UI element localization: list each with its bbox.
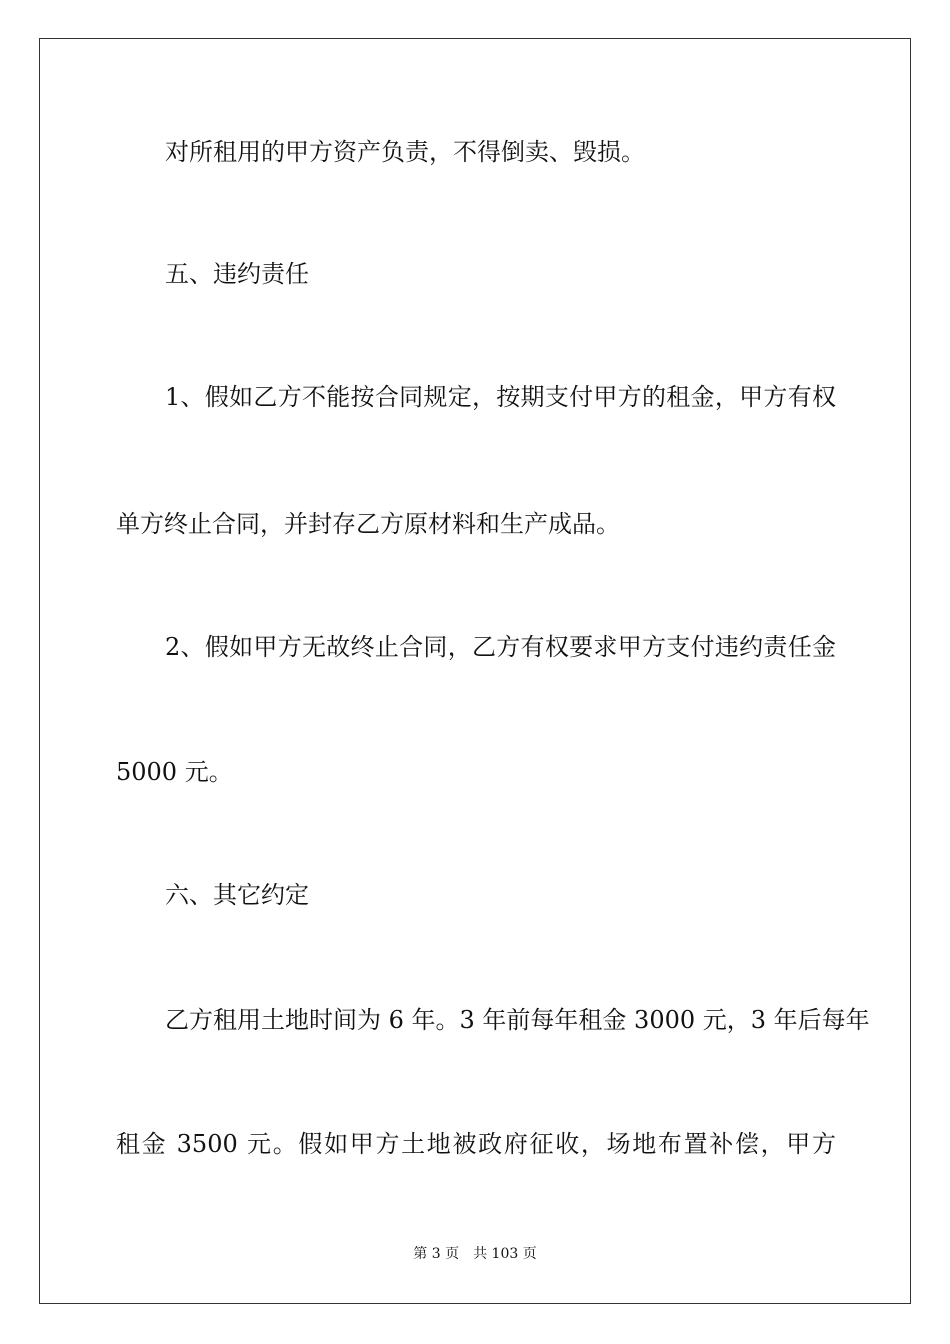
page-total: 共 103 页 [473,1246,537,1262]
paragraph-line-4: 单方终止合同，并封存乙方原材料和生产成品。 [116,510,620,538]
section-heading-other: 六、其它约定 [165,881,309,909]
page-footer [0,1244,950,1264]
section-heading-breach: 五、违约责任 [165,260,309,288]
paragraph-line-8: 乙方租用土地时间为 6 年。3 年前每年租金 3000 元，3 年后每年 [165,1006,870,1034]
paragraph-line-6: 5000 元。 [116,758,233,786]
paragraph-line-3: 1、假如乙方不能按合同规定，按期支付甲方的租金，甲方有权 [165,383,836,411]
paragraph-line-5: 2、假如甲方无故终止合同，乙方有权要求甲方支付违约责任金 [165,633,836,661]
paragraph-line-9: 租金 3500 元。假如甲方土地被政府征收，场地布置补偿，甲方 [116,1130,836,1158]
page-number: 第 3 页 [413,1246,460,1262]
page-frame [39,38,911,1304]
paragraph-line-1: 对所租用的甲方资产负责，不得倒卖、毁损。 [165,138,645,166]
